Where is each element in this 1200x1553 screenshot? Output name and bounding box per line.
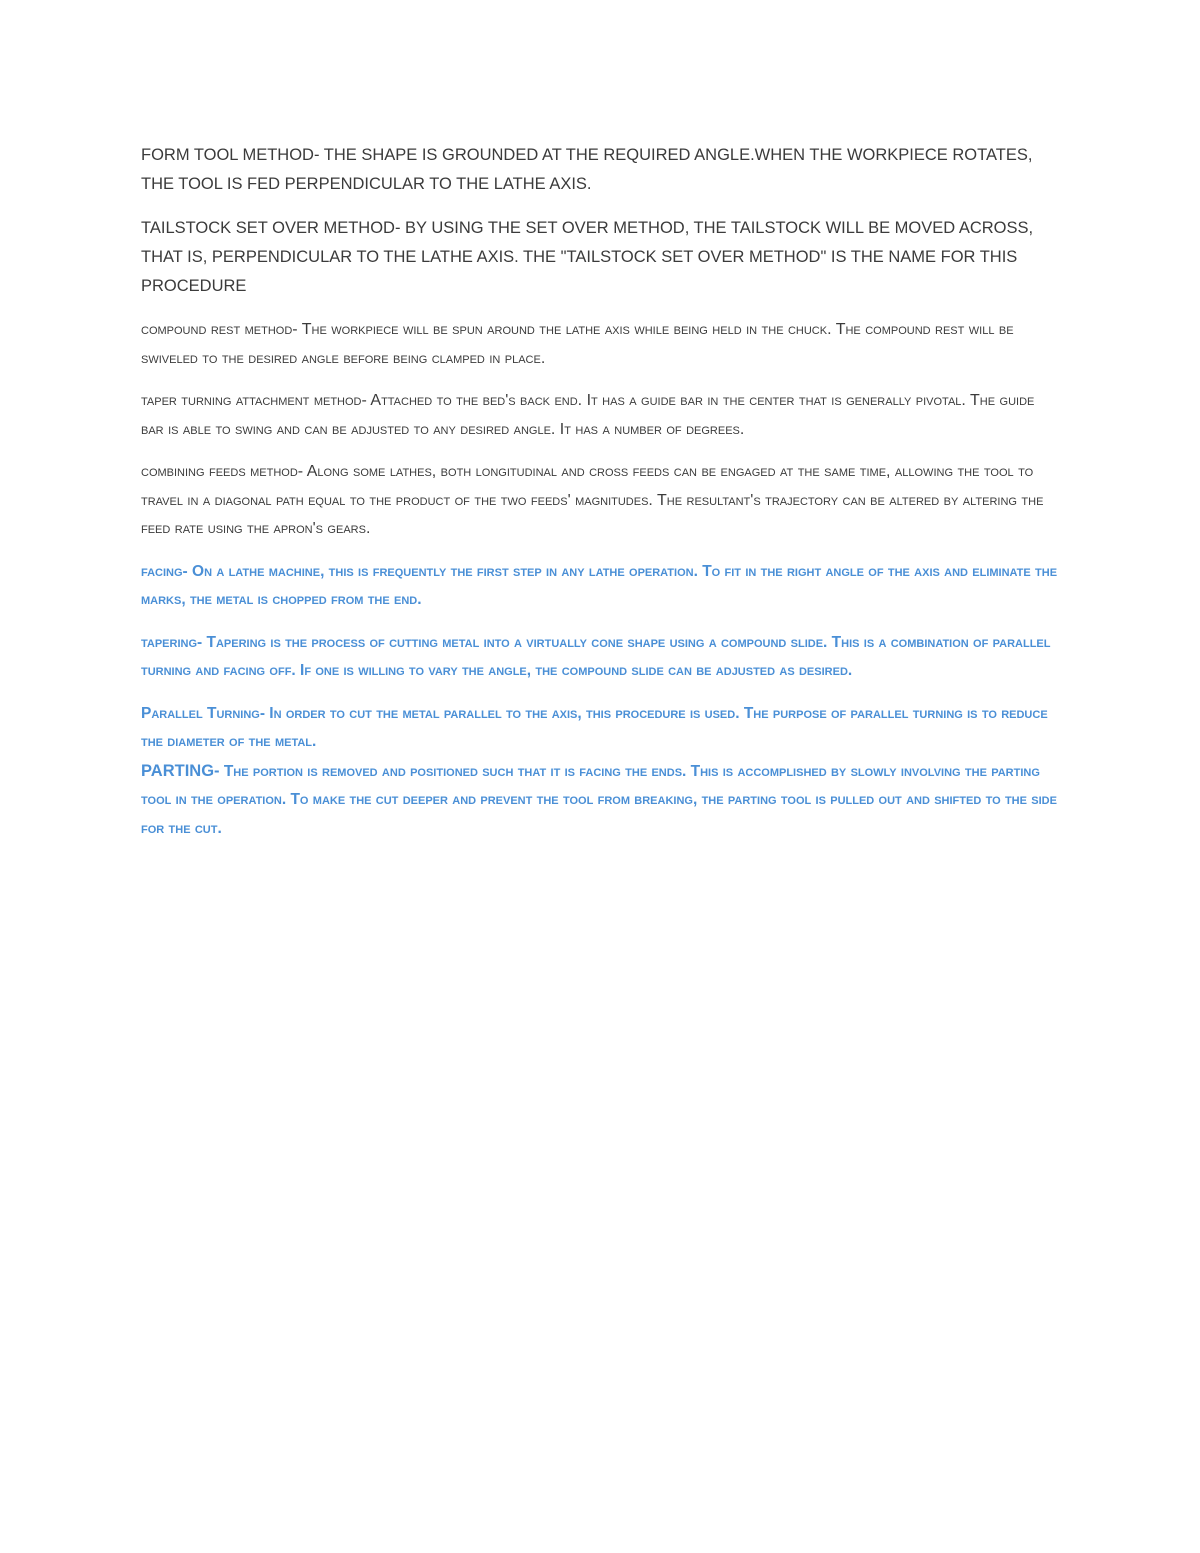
paragraph-text: In order to cut the metal parallel to the axis, this procedure is used. The purpose of parallel turning is to reduce the diameter of the metal. (141, 704, 1048, 750)
paragraph-form-tool-method (141, 141, 1061, 199)
paragraph-heading: facing- (141, 562, 188, 580)
paragraph-text: BY USING THE SET OVER METHOD, THE TAILSTOCK WILL BE MOVED ACROSS, THAT IS, PERPENDICULAR TO THE LATHE AXIS. THE "TAILSTOCK SET OVER METHOD" IS THE NAME FOR THIS PROCEDURE (141, 219, 1034, 295)
paragraph-heading: compound rest method- (141, 321, 298, 338)
paragraph-heading: combining feeds method- (141, 463, 304, 480)
paragraph-heading: PARTING- (141, 761, 220, 780)
paragraph-combining-feeds-method (141, 458, 1061, 544)
paragraph-tapering (141, 629, 1061, 686)
paragraph-heading: TAILSTOCK SET OVER METHOD- (141, 219, 401, 237)
paragraph-heading: FORM TOOL METHOD- (141, 146, 320, 164)
paragraph-facing (141, 558, 1061, 615)
paragraph-parallel-turning (141, 700, 1061, 757)
document-body (141, 141, 1061, 843)
paragraph-parting (141, 757, 1061, 844)
paragraph-heading: Parallel Turning- (141, 704, 265, 722)
paragraph-text: On a lathe machine, this is frequently the first step in any lathe operation. To fit in the right angle of the axis and eliminate the marks, the metal is chopped from the end. (141, 562, 1058, 608)
paragraph-text: The portion is removed and positioned such that it is facing the ends. This is accomplished by slowly involving the parting tool in the operation. To make the cut deeper and prevent the tool from breaking, the parting tool is pulled out and shifted to the side for the cut. (141, 762, 1057, 837)
paragraph-heading: tapering- (141, 633, 203, 651)
paragraph-text: Tapering is the process of cutting metal into a virtually cone shape using a compound slide. This is a combination of parallel turning and facing off. If one is willing to vary the angle, the compound slide can be adjusted as desired. (141, 633, 1051, 679)
paragraph-text: Along some lathes, both longitudinal and cross feeds can be engaged at the same time, allowing the tool to travel in a diagonal path equal to the product of the two feeds' magnitudes. The resultant's trajectory can be altered by altering the feed rate using the apron's gears. (141, 463, 1044, 537)
paragraph-text: Attached to the bed's back end. It has a guide bar in the center that is generally pivotal. The guide bar is able to swing and can be adjusted to any desired angle. It has a number of degrees. (141, 392, 1035, 438)
paragraph-heading: taper turning attachment method- (141, 392, 367, 409)
paragraph-taper-turning-attachment-method (141, 387, 1061, 444)
paragraph-tailstock-set-over-method (141, 214, 1061, 301)
paragraph-text: THE SHAPE IS GROUNDED AT THE REQUIRED ANGLE.WHEN THE WORKPIECE ROTATES, THE TOOL IS FED PERPENDICULAR TO THE LATHE AXIS. (141, 146, 1033, 193)
paragraph-compound-rest-method (141, 316, 1061, 373)
paragraph-text: The workpiece will be spun around the lathe axis while being held in the chuck. The compound rest will be swiveled to the desired angle before being clamped in place. (141, 321, 1014, 367)
